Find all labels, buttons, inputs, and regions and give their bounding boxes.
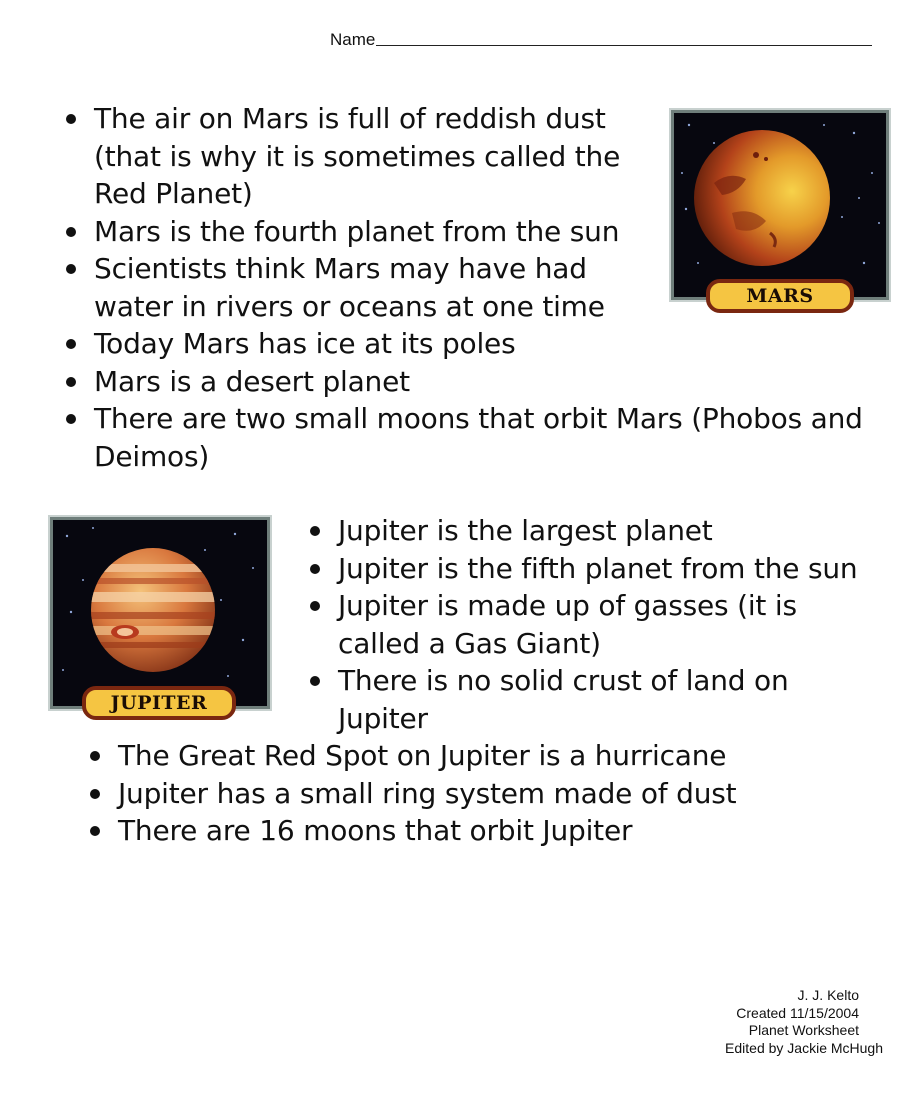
- jupiter-facts-list-top: [310, 512, 900, 737]
- jupiter-fact: The Great Red Spot on Jupiter is a hurricane: [90, 737, 890, 775]
- jupiter-fact: There is no solid crust of land on Jupiter: [310, 662, 838, 737]
- name-field-line: [330, 28, 872, 50]
- jupiter-facts-list-bottom: [90, 737, 890, 850]
- mars-fact: Mars is the fourth planet from the sun: [66, 213, 656, 251]
- jupiter-fact: There are 16 moons that orbit Jupiter: [90, 812, 890, 850]
- mars-fact: Mars is a desert planet: [66, 363, 876, 401]
- footer-author: J. J. Kelto: [797, 987, 859, 1003]
- footer-credits: [725, 987, 883, 1057]
- footer-created: Created 11/15/2004: [736, 1004, 859, 1021]
- mars-facts-list-top: [66, 100, 656, 325]
- mars-fact: Scientists think Mars may have had water in rivers or oceans at one time: [66, 250, 656, 325]
- name-underline: [376, 45, 872, 46]
- jupiter-picture: [50, 517, 270, 709]
- jupiter-fact: Jupiter is the largest planet: [310, 512, 900, 550]
- name-label: Name: [330, 30, 376, 49]
- footer-title: Planet Worksheet: [748, 1022, 859, 1038]
- footer-edited: Edited by Jackie McHugh: [725, 1039, 883, 1056]
- mars-fact: There are two small moons that orbit Mars (Phobos and Deimos): [66, 400, 876, 475]
- jupiter-fact: Jupiter is made up of gasses (it is called a Gas Giant): [310, 587, 838, 662]
- mars-facts-list-bottom: [66, 325, 876, 475]
- mars-planet-icon: [674, 113, 886, 297]
- jupiter-fact: Jupiter is the fifth planet from the sun: [310, 550, 900, 588]
- mars-label-plate: MARS: [706, 279, 854, 313]
- jupiter-fact: Jupiter has a small ring system made of dust: [90, 775, 890, 813]
- mars-picture: [671, 110, 889, 300]
- mars-fact: The air on Mars is full of reddish dust (that is why it is sometimes called the Red Planet): [66, 100, 656, 213]
- mars-fact: Today Mars has ice at its poles: [66, 325, 876, 363]
- jupiter-label-plate: JUPITER: [82, 686, 236, 720]
- jupiter-planet-icon: [53, 520, 267, 706]
